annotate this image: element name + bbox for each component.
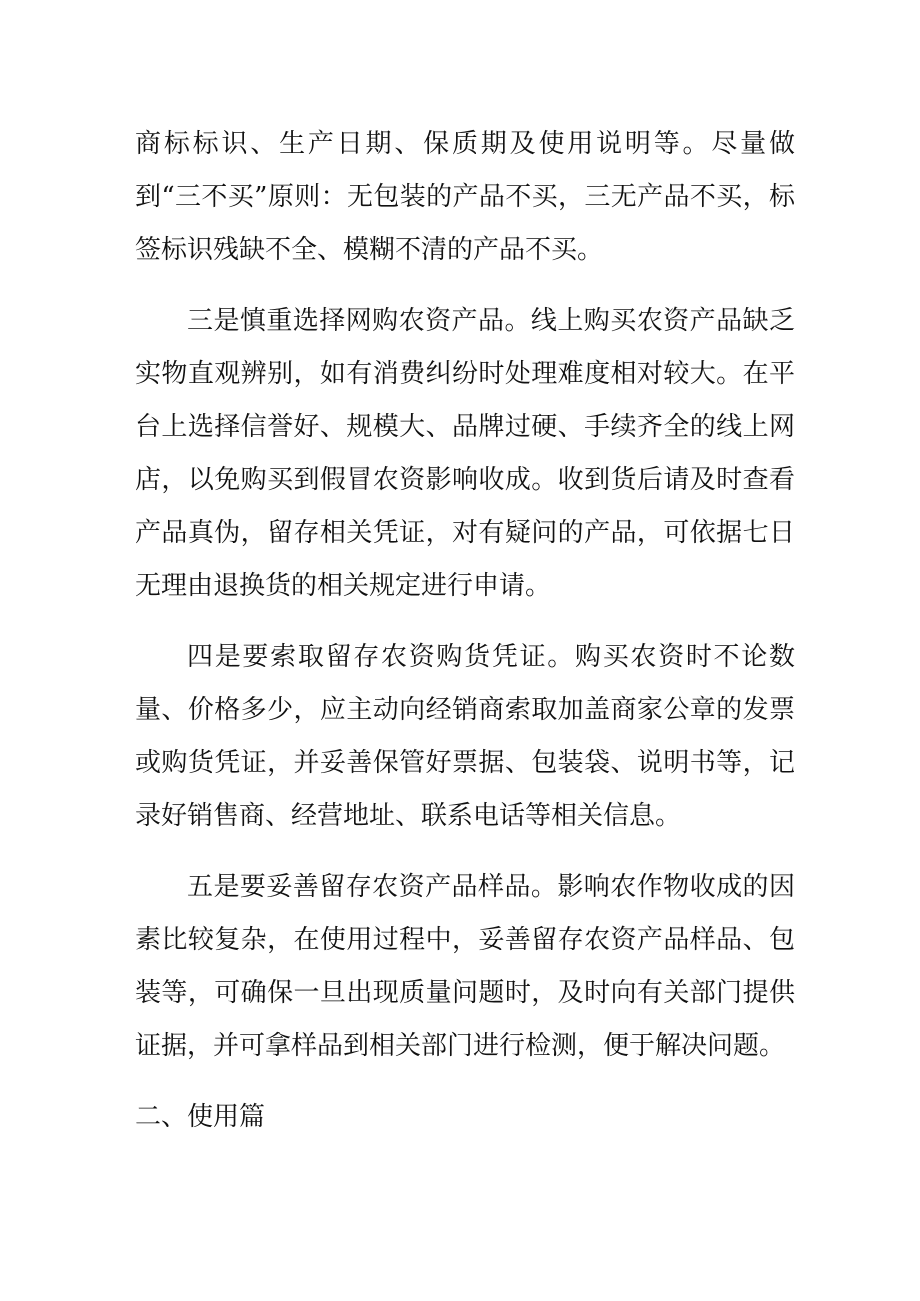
paragraph-online-purchase: 三是慎重选择网购农资产品。线上购买农资产品缺乏实物直观辨别，如有消费纠纷时处理难度相对较大。在平台上选择信誉好、规模大、品牌过硬、手续齐全的线上网店，以免购买到假冒农资影响收成。收到货后请及时查看产品真伪，留存相关凭证，对有疑问的产品，可依据七日无理由退换货的相关规定进行申请。 <box>135 306 795 601</box>
paragraph-product-samples: 五是要妥善留存农资产品样品。影响农作物收成的因素比较复杂，在使用过程中，妥善留存农资产品样品、包装等，可确保一旦出现质量问题时，及时向有关部门提供证据，并可拿样品到相关部门进行检测，便于解决问题。 <box>135 872 795 1061</box>
document-body <box>135 118 795 1144</box>
section-heading: 二、使用篇 <box>135 1102 266 1132</box>
paragraph-purchase-receipt: 四是要索取留存农资购货凭证。购买农资时不论数量、价格多少，应主动向经销商索取加盖商家公章的发票或购货凭证，并妥善保管好票据、包装袋、说明书等，记录好销售商、经营地址、联系电话等相关信息。 <box>135 642 795 831</box>
paragraph-continuation: 商标标识、生产日期、保质期及使用说明等。尽量做到“三不买”原则：无包装的产品不买，三无产品不买，标签标识残缺不全、模糊不清的产品不买。 <box>135 129 795 265</box>
